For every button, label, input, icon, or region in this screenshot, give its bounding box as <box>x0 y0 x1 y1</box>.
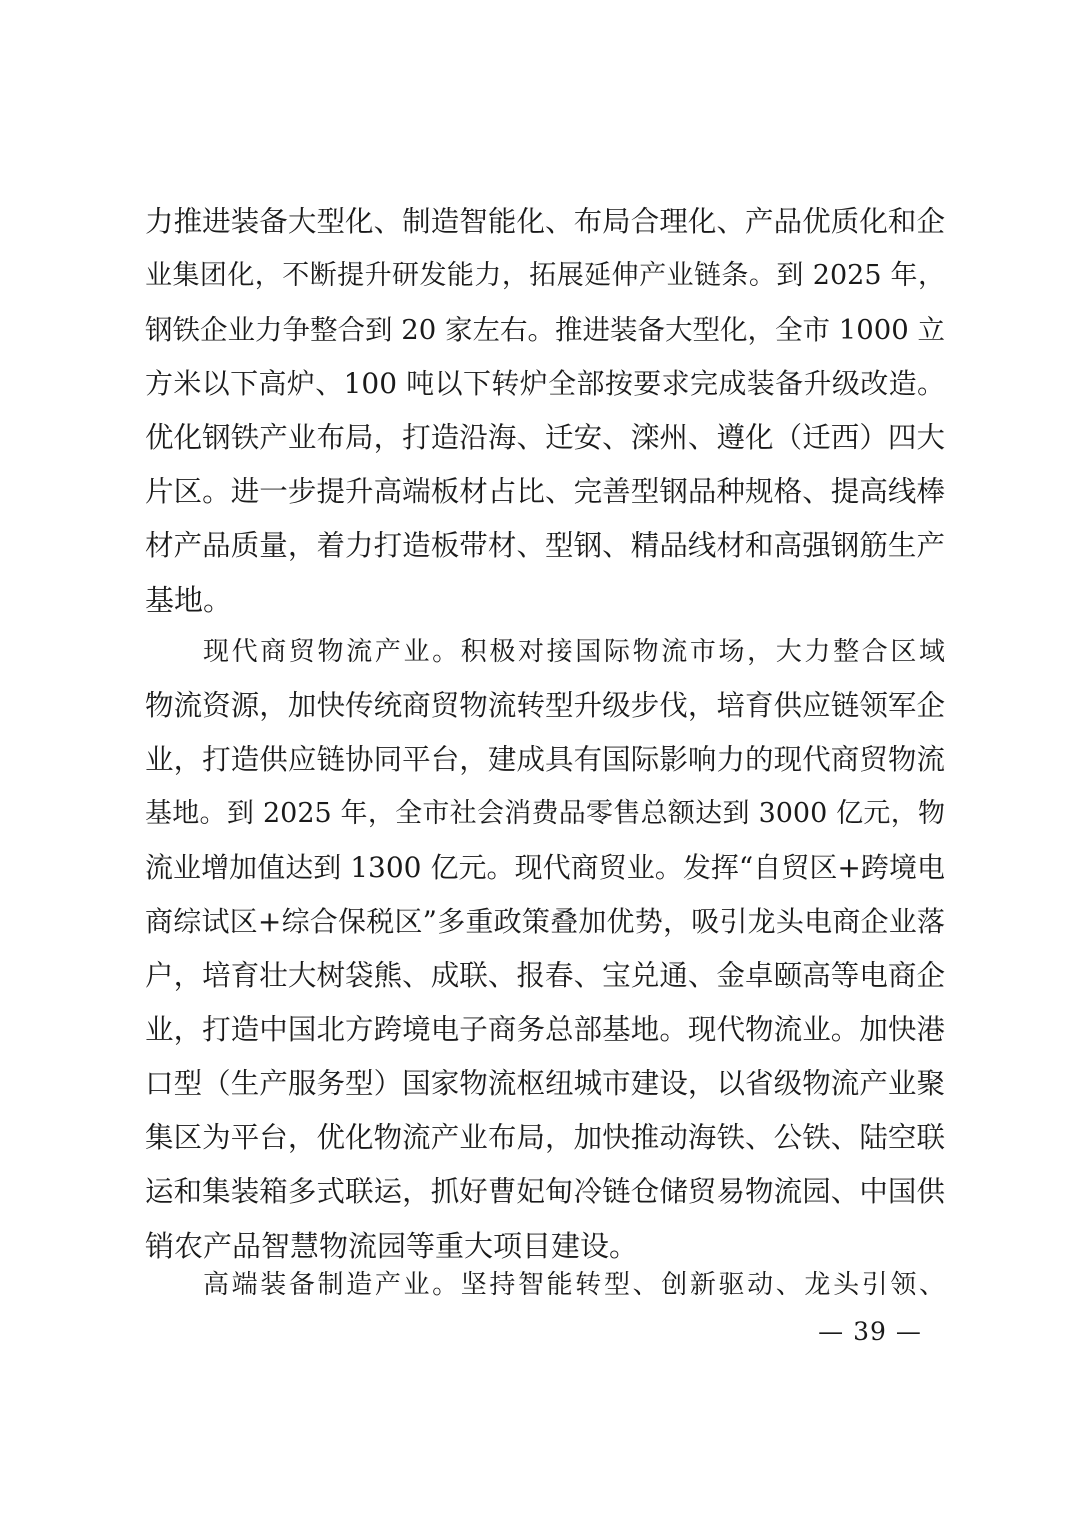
page-number: — 39 — <box>818 1317 922 1346</box>
text-line: 优化钢铁产业布局，打造沿海、迁安、滦州、遵化（迁西）四大 <box>145 421 945 454</box>
text-line: 业集团化，不断提升研发能力，拓展延伸产业链条。到 2025 年， <box>145 260 945 291</box>
text-line: 力推进装备大型化、制造智能化、布局合理化、产品优质化和企 <box>145 205 945 238</box>
text-line: 方米以下高炉、100 吨以下转炉全部按要求完成装备升级改造。 <box>145 367 945 400</box>
text-line: 销农产品智慧物流园等重大项目建设。 <box>145 1229 639 1263</box>
text-line: 户，培育壮大树袋熊、成联、报春、宝兑通、金卓颐高等电商企 <box>145 959 945 992</box>
text-line: 口型（生产服务型）国家物流枢纽城市建设，以省级物流产业聚 <box>145 1067 945 1100</box>
text-line: 片区。进一步提升高端板材占比、完善型钢品种规格、提高线棒 <box>145 475 945 508</box>
text-line: 商综试区+综合保税区”多重政策叠加优势，吸引龙头电商企业落 <box>145 905 945 938</box>
paragraph-equipment-manufacturing <box>145 1258 945 1312</box>
paragraph-steel-industry <box>145 195 945 627</box>
text-line: 基地。到 2025 年，全市社会消费品零售总额达到 3000 亿元，物 <box>145 798 945 829</box>
text-line: 业，打造中国北方跨境电子商务总部基地。现代物流业。加快港 <box>145 1013 945 1046</box>
text-line: 基地。 <box>145 583 233 617</box>
text-line: 运和集装箱多式联运，抓好曹妃甸冷链仓储贸易物流园、中国供 <box>145 1175 945 1208</box>
text-line: 高端装备制造产业。坚持智能转型、创新驱动、龙头引领、 <box>203 1270 945 1300</box>
text-line: 业，打造供应链协同平台，建成具有国际影响力的现代商贸物流 <box>145 743 945 776</box>
paragraph-commerce-logistics <box>145 625 945 1273</box>
text-line: 集区为平台，优化物流产业布局，加快推动海铁、公铁、陆空联 <box>145 1121 945 1154</box>
text-line: 材产品质量，着力打造板带材、型钢、精品线材和高强钢筋生产 <box>145 529 945 562</box>
text-line: 物流资源，加快传统商贸物流转型升级步伐，培育供应链领军企 <box>145 689 945 722</box>
text-line: 现代商贸物流产业。积极对接国际物流市场，大力整合区域 <box>203 637 945 667</box>
text-line: 钢铁企业力争整合到 20 家左右。推进装备大型化，全市 1000 立 <box>145 314 945 346</box>
text-line: 流业增加值达到 1300 亿元。现代商贸业。发挥“自贸区+跨境电 <box>145 851 945 884</box>
